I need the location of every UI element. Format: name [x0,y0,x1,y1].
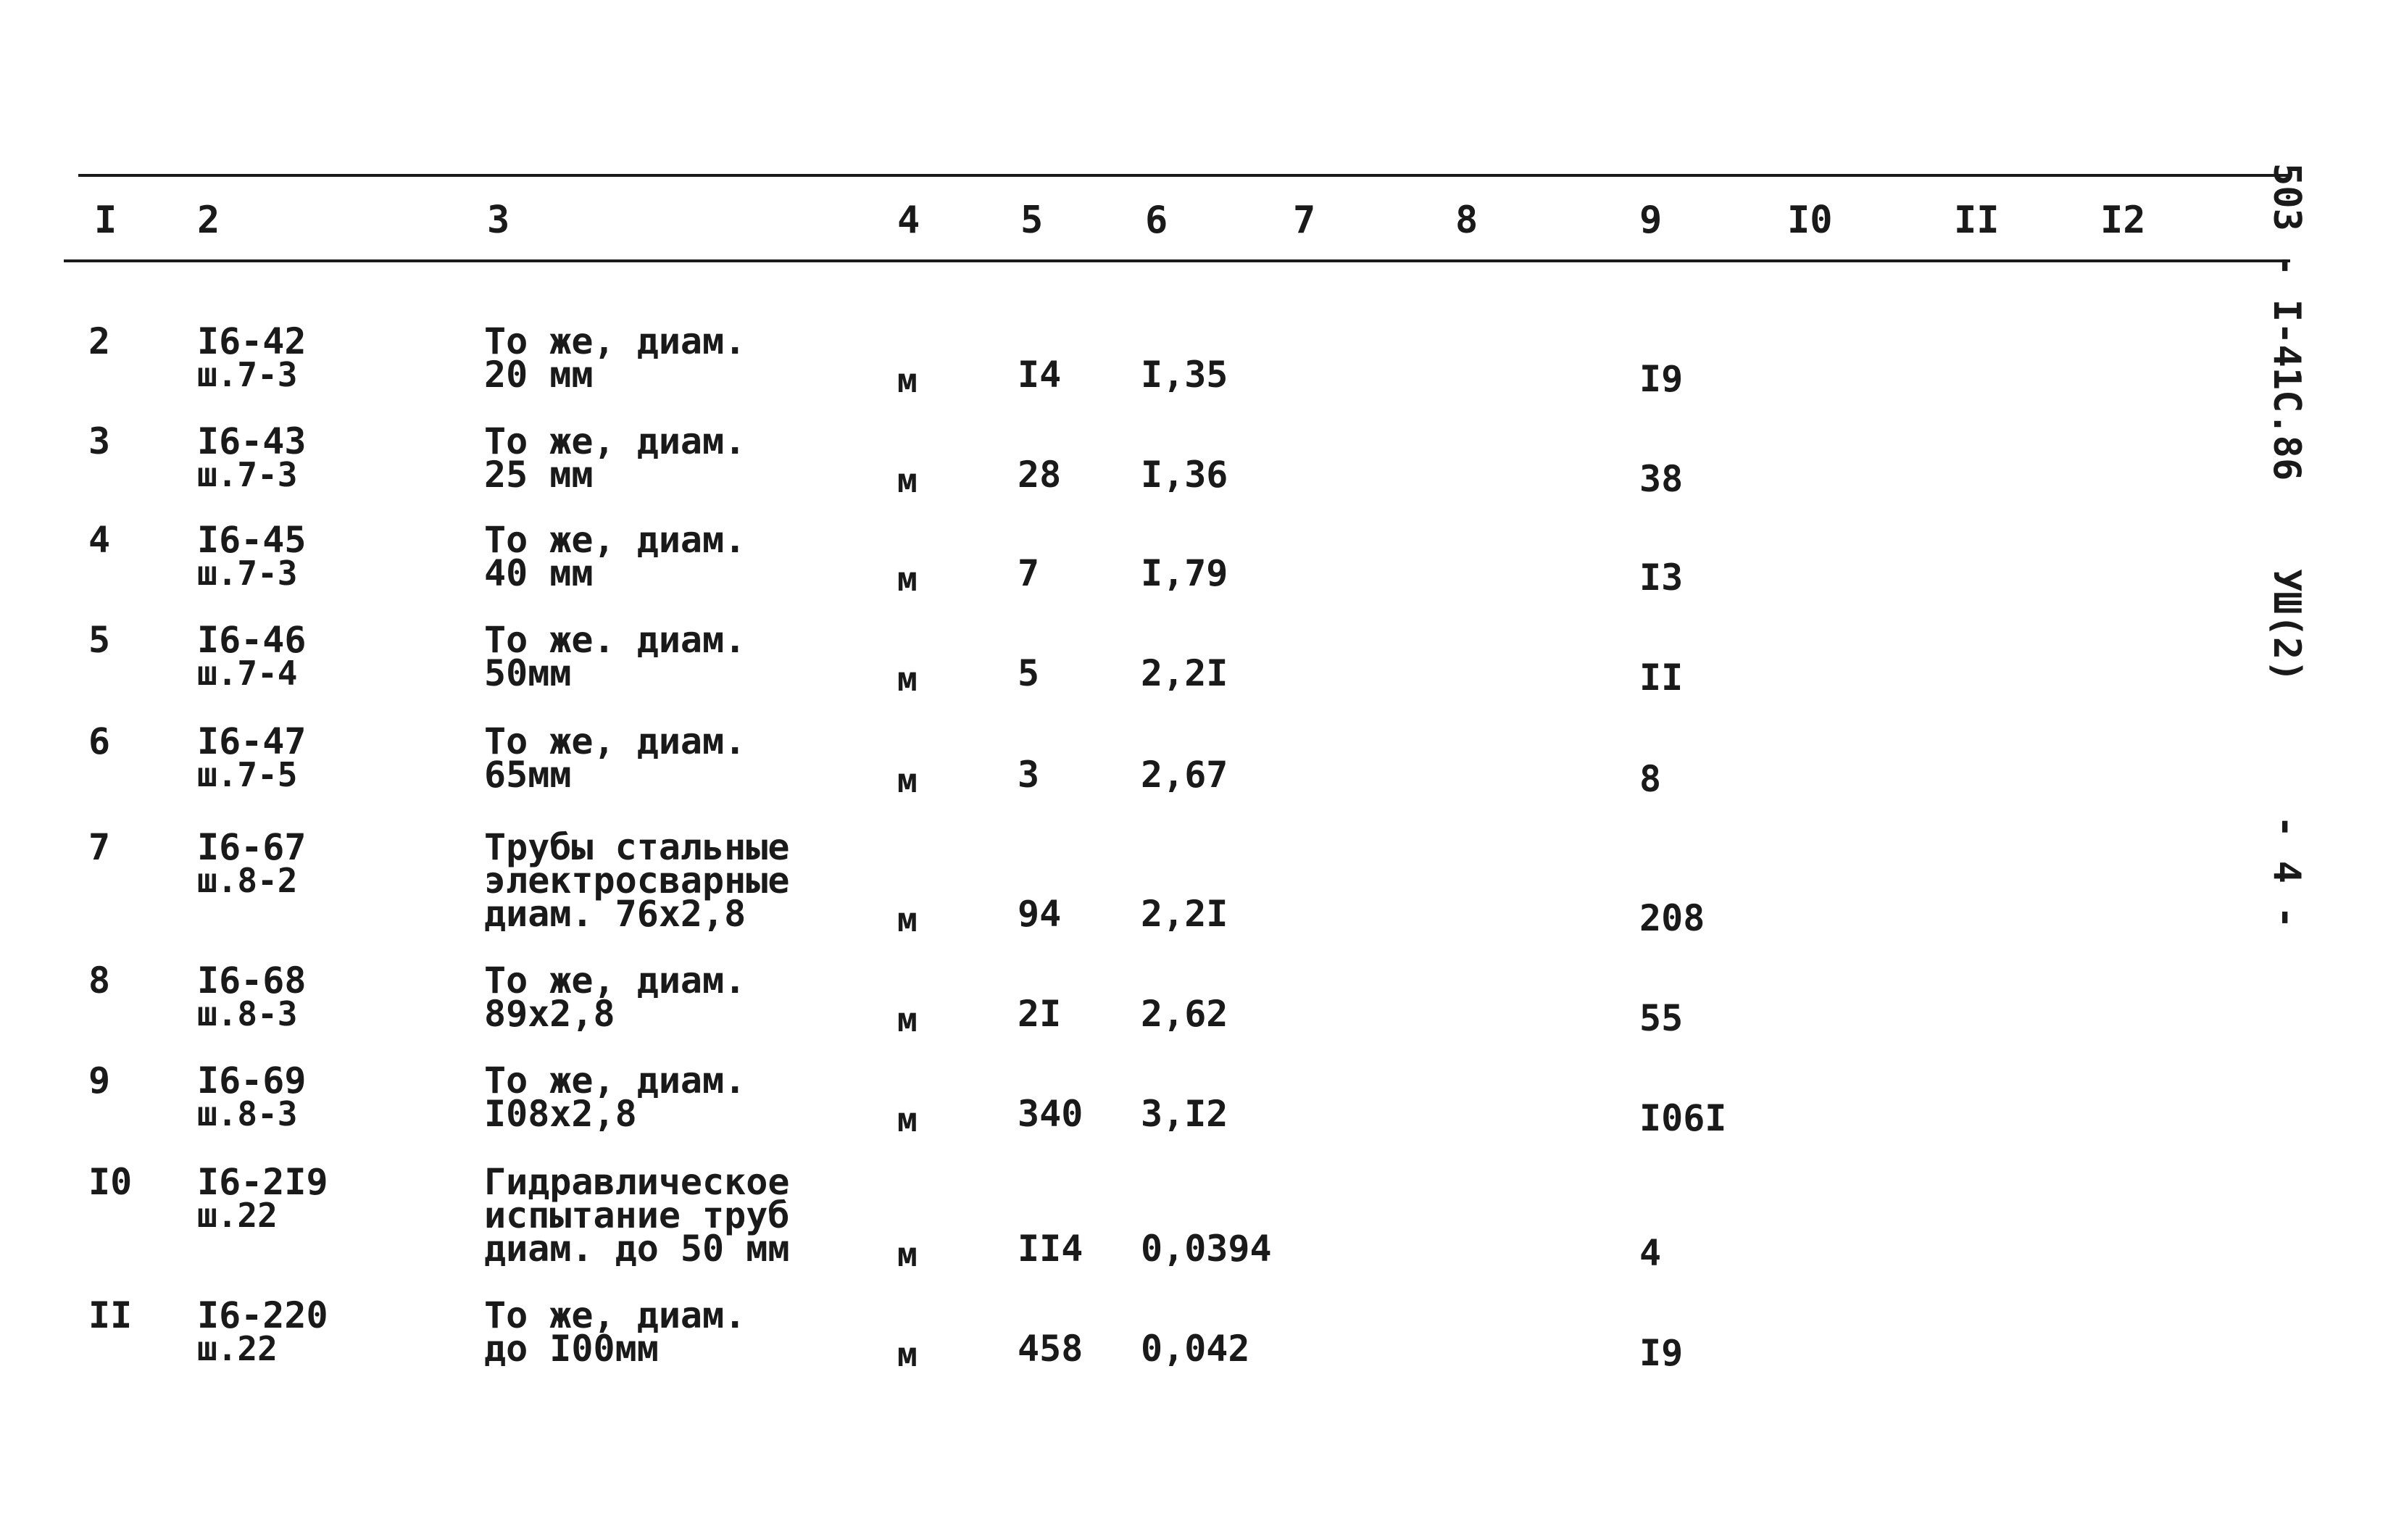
sheet-code: УШ(2) [2265,569,2308,683]
unit-cell: м [897,900,918,939]
quantity-cell: 28 [1018,454,1062,496]
description-line-1: То же, диам. [484,420,746,462]
column-9-cell: 208 [1639,897,1705,939]
column-header-5: 5 [1020,199,1044,242]
row-number: 2 [88,320,111,362]
unit-cell: м [897,361,918,400]
rate-code: I6-220 [197,1294,328,1336]
rate-table: ш.22 [197,1196,278,1235]
unit-cell: м [897,1235,918,1274]
rate-code: I6-45 [197,519,307,561]
row-number: I0 [88,1161,133,1203]
quantity-cell: II4 [1018,1228,1083,1270]
column-9-cell: I9 [1639,358,1684,400]
header-top-rule [78,174,2290,177]
unit-cell: м [897,1000,918,1039]
rate-table: ш.8-3 [197,1094,298,1133]
description-line-2: 20 мм [484,354,594,396]
column-header-8: 8 [1455,199,1478,242]
description-line-1: То же, диам. [484,519,746,561]
rate-code: I6-47 [197,720,307,762]
rate-table: ш.7-4 [197,654,298,693]
column-header-9: 9 [1639,199,1663,242]
description-line-2: 89х2,8 [484,993,615,1035]
unit-cell: м [897,1100,918,1139]
column-header-2: 2 [197,199,220,242]
quantity-cell: I4 [1018,354,1062,396]
description-line-3: диам. 76х2,8 [484,893,746,935]
rate-value-cell: I,35 [1141,354,1228,396]
row-number: 3 [88,420,111,462]
header-bottom-rule [64,259,2290,262]
description-line-1: То же, диам. [484,960,746,1002]
description-line-2: I08х2,8 [484,1093,637,1135]
description-line-2: 50мм [484,652,572,694]
column-header-4: 4 [897,199,920,242]
rate-table: ш.7-3 [197,455,298,494]
description-line-2: 40 мм [484,552,594,594]
column-header-1: I [94,199,117,242]
description-line-1: Гидравлическое [484,1161,790,1203]
description-line-2: испытание труб [484,1194,790,1236]
rate-table: ш.7-3 [197,355,298,394]
row-number: 9 [88,1060,111,1102]
description-line-2: электросварные [484,860,790,902]
column-9-cell: 8 [1639,758,1662,800]
row-number: 8 [88,960,111,1002]
rate-value-cell: 2,2I [1141,893,1228,935]
rate-code: I6-42 [197,320,307,362]
description-line-2: 25 мм [484,454,594,496]
rate-code: I6-2I9 [197,1161,328,1203]
quantity-cell: 5 [1018,652,1040,694]
unit-cell: м [897,761,918,800]
rate-value-cell: 0,0394 [1141,1228,1272,1270]
column-9-cell: I06I [1639,1097,1727,1139]
rate-value-cell: I,36 [1141,454,1228,496]
rate-code: I6-43 [197,420,307,462]
side-document-code [2261,163,2312,996]
row-number: II [88,1294,133,1336]
quantity-cell: 94 [1018,893,1062,935]
description-line-1: То же, диам. [484,320,746,362]
column-header-3: 3 [487,199,510,242]
rate-value-cell: I,79 [1141,552,1228,594]
rate-value-cell: 2,62 [1141,993,1228,1035]
unit-cell: м [897,1335,918,1374]
rate-table: ш.7-5 [197,755,298,794]
rate-table: ш.22 [197,1329,278,1368]
description-line-1: Трубы стальные [484,826,790,868]
row-number: 6 [88,720,111,762]
column-header-11: II [1954,199,2000,242]
row-number: 5 [88,619,111,661]
rate-table: ш.7-3 [197,554,298,593]
row-number: 4 [88,519,111,561]
description-line-1: То же, диам. [484,1294,746,1336]
column-header-12: I2 [2100,199,2146,242]
document-code: 503 - I-41C.86 [2265,163,2308,481]
quantity-cell: 3 [1018,754,1040,796]
page-number: - 4 - [2265,815,2308,929]
unit-cell: м [897,461,918,500]
rate-code: I6-69 [197,1060,307,1102]
quantity-cell: 2I [1018,993,1062,1035]
rate-table: ш.8-3 [197,994,298,1033]
column-header-6: 6 [1145,199,1168,242]
column-9-cell: I3 [1639,557,1684,599]
column-9-cell: 55 [1639,997,1684,1039]
column-header-7: 7 [1293,199,1316,242]
rate-code: I6-67 [197,826,307,868]
unit-cell: м [897,559,918,599]
column-9-cell: 38 [1639,458,1684,500]
column-9-cell: I9 [1639,1332,1684,1374]
column-9-cell: 4 [1639,1232,1662,1274]
quantity-cell: 7 [1018,552,1040,594]
description-line-3: диам. до 50 мм [484,1228,790,1270]
rate-value-cell: 0,042 [1141,1328,1250,1370]
description-line-2: 65мм [484,754,572,796]
unit-cell: м [897,659,918,699]
description-line-1: То же. диам. [484,619,746,661]
quantity-cell: 340 [1018,1093,1083,1135]
column-9-cell: II [1639,657,1684,699]
description-line-1: То же, диам. [484,720,746,762]
row-number: 7 [88,826,111,868]
quantity-cell: 458 [1018,1328,1083,1370]
rate-value-cell: 2,2I [1141,652,1228,694]
rate-value-cell: 2,67 [1141,754,1228,796]
rate-code: I6-68 [197,960,307,1002]
description-line-1: То же, диам. [484,1060,746,1102]
rate-value-cell: 3,I2 [1141,1093,1228,1135]
column-header-10: I0 [1787,199,1833,242]
description-line-2: до I00мм [484,1328,659,1370]
rate-table: ш.8-2 [197,861,298,900]
rate-code: I6-46 [197,619,307,661]
